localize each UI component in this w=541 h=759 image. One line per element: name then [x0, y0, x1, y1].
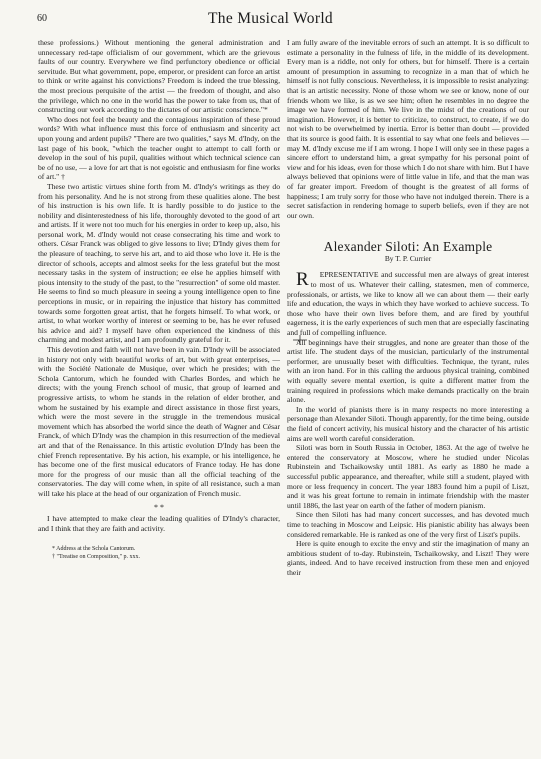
closing-paragraph: I have attempted to make clear the leading qualities of D'Indy's character, and I think that they are faith and activity.	[38, 514, 280, 533]
paragraph: Here is quite enough to excite the envy and stir the imagination of many an ambitious student of to-day. Rubinstein, Tschaikowsky, and Liszt! They were giants, indeed. And to have received instruction from these men and enjoyed their	[287, 539, 529, 577]
first-paragraph-text: EPRESENTATIVE and successful men are always of great interest to most of us. Whatever their calling, statesmen, men of commerce, professionals, or artists, we like to know all we can about them — their early life and education, the ways in which they have worked to achieve success. To those who have their own lives before them, and are fired by youthful eagerness, it is the early experiences of such men that are especially fascinating and full of compelling influence.	[287, 270, 529, 338]
paragraph: Who does not feel the beauty and the contagious inspiration of these proud words? With what influence must this force of enthusiasm and sincerity act upon young and ardent pupils? "There are two qualities," says M. d'Indy, on the last page of his book, "which the teacher ought to attempt to call forth or develop in the soul of his pupil, qualities without which technical science can be of no use, — a love for art that is not egoistic and enthusiasm for fine works of art." †	[38, 114, 281, 182]
page-header	[0, 10, 541, 36]
paragraph: Siloti was born in South Russia in October, 1863. At the age of twelve he entered the conservatory at Moscow, where he studied under Nicolas Rubinstein and Tschaikowsky until 1881. As early as 1880 he made a successful public appearance, and thereafter, while still a student, played with more or less frequency in concert. The year 1883 found him a pupil of Liszt, and it was his great fortune to remain in intimate friendship with the master until 1886, the last year on earth of the father of modern pianism.	[287, 443, 529, 510]
footnotes	[38, 545, 280, 561]
divider-mark	[287, 334, 529, 346]
paragraph: In the world of pianists there is in many respects no more interesting a personage than Alexander Siloti. Though apparently, for the time being, outside the field of concert activity, his musical history and the character of his artistic aims are well worth careful consideration.	[287, 404, 529, 443]
paragraph: these professions.) Without mentioning the general administration and unnecessary red-tape officialism of our government, which are the grievous faults of our country. Everywhere we find perfunctory obedience or official servitude. But what government, pope, emperor, or president can force an artist to think or write against his convictions? Freedom is indeed the true blessing, the most precious perquisite of the artist — the freedom of thought, and also the privilege, which no one in the world has the power to take from us, that of constructing our work according to the dictates of our artistic conscience."*	[38, 38, 280, 115]
article-title: Alexander Siloti: An Example	[323, 239, 493, 255]
paragraph: Since then Siloti has had many concert successes, and has devoted much time to teaching in Moscow and Leipsic. His pianistic ability has always been considered remarkable. He is ranked as one of the very first of Liszt's pupils.	[287, 510, 529, 539]
right-column	[287, 38, 529, 577]
article-first-paragraph	[287, 270, 529, 337]
drop-cap: R	[296, 269, 309, 291]
paragraph: This devotion and faith will not have been in vain. D'Indy will be associated in history not only with beautiful works of art, but with great enterprises, — with the Société Nationale de Musique, over which he presides; with the Schola Cantorum, which he founded with Charles Bordes, and which he directs; with the young French school of music, that group of learned and progressive artists, to whom he stands in the relation of elder brother, and whom he sustained by his example and direct assistance in those first years, which were the most severe in the struggle in the tremendous musical movement which has absorbed the world since the death of Wagner and César Franck, of which D'Indy was the champion in this resurrection of the medieval art and that of the Renaissance. In this artistic evolution D'Indy has been the chief French representative. By his action, his example, or his intelligence, he has become one of the first musical educators of France today. He has done more for the progress of our music than all the official teaching of the conservatories. The day will come when, in spite of all resistance, such a man will take his place at the head of our organization of French music.	[38, 345, 280, 498]
left-column	[38, 38, 280, 561]
footnote: † "Treatise on Composition," p. xxx.	[52, 554, 141, 561]
paragraph: All beginnings have their struggles, and none are greater than those of the artist life. The student days of the musician, particularly of the instrumental performer, are unusually beset with difficulties. Technique, the tyrant, rules with an iron hand. For in this calling the arduous physical training, combined with equally severe mental exertion, is quite a different matter from the training required in professions which make demands practically on the brain alone.	[287, 337, 529, 405]
footnote: * Address at the Schola Cantorum.	[52, 546, 136, 553]
paragraph: These two artistic virtues shine forth from M. d'Indy's writings as they do from his personality. And he is not strong from these qualities alone. The best of his instruction is his own life. It is hardly possible to do justice to the nobility and disinterestedness of his life, thoroughly devoted to the good of art and artists. If it were not too much for his energies in order to keep up, also, his personal work, M. d'Indy would not cease consecrating his time and work to others. César Franck was obliged to give lessons to live; D'Indy gives them for the pleasure of teaching, to serve his art, and to aid those who love it. He is the director of schools, accepts and almost seeks for the less grateful but the most necessary tasks in the system of instruction; ee else he applies himself with pious intensity to the study of the past, to the "resurrection" of some old master. He seems to find so much pleasure in seeing a young intelligence open to fine perceptions in music, or in repairing the injustice that history has committed towards some forgotten great artist, that he forgets himself. To what work, or artist, to what worker worthy of interest or seeming to be, has he ever refused his advice and aid? I myself have often experienced the kindness of this charming and modest artist, and I am profoundly grateful for it.	[38, 181, 280, 345]
section-separator: * *	[154, 502, 164, 512]
page-number: 60	[37, 13, 47, 24]
article-byline: By T. P. Currier	[384, 253, 432, 263]
paragraph: I am fully aware of the inevitable errors of such an attempt. It is so difficult to estimate a personality in the fulness of life, in the middle of its development. Every man is a riddle, not only for others, but for himself. There is a certain amount of presumption in assuming to recognize in a man that of which he himself is not fully conscious. Nevertheless, it is impossible to resist analyzing: that is an artistic necessity. None of those whom we see or know, none of our friends whom we like, is as we see him; often he resembles in no degree the image we have formed of him. We live in the midst of the creations of our imagination. However, it is better to criticize, to construct, to create, if we do not wish to be overwhelmed by inertia. Error is better than doubt — provided that its source is good faith. It is essential to say what one feels and believes — may M. d'Indy excuse me if I am wrong. I hope I will only see in these pages a sincere effort to understand him, a great sympathy for his personal point of view and for his ideas, even for those which I do not share with him. But I have always believed that opinions were of little value in life, and that the man was of far greater import. Freedom of thought is the greatest of all forms of happiness; I am truly sorry for those who have not indulged therein. There is a secret satisfaction in rendering homage to superb beliefs, even if they are not our own.	[287, 38, 529, 220]
page-title: The Musical World	[208, 10, 333, 27]
